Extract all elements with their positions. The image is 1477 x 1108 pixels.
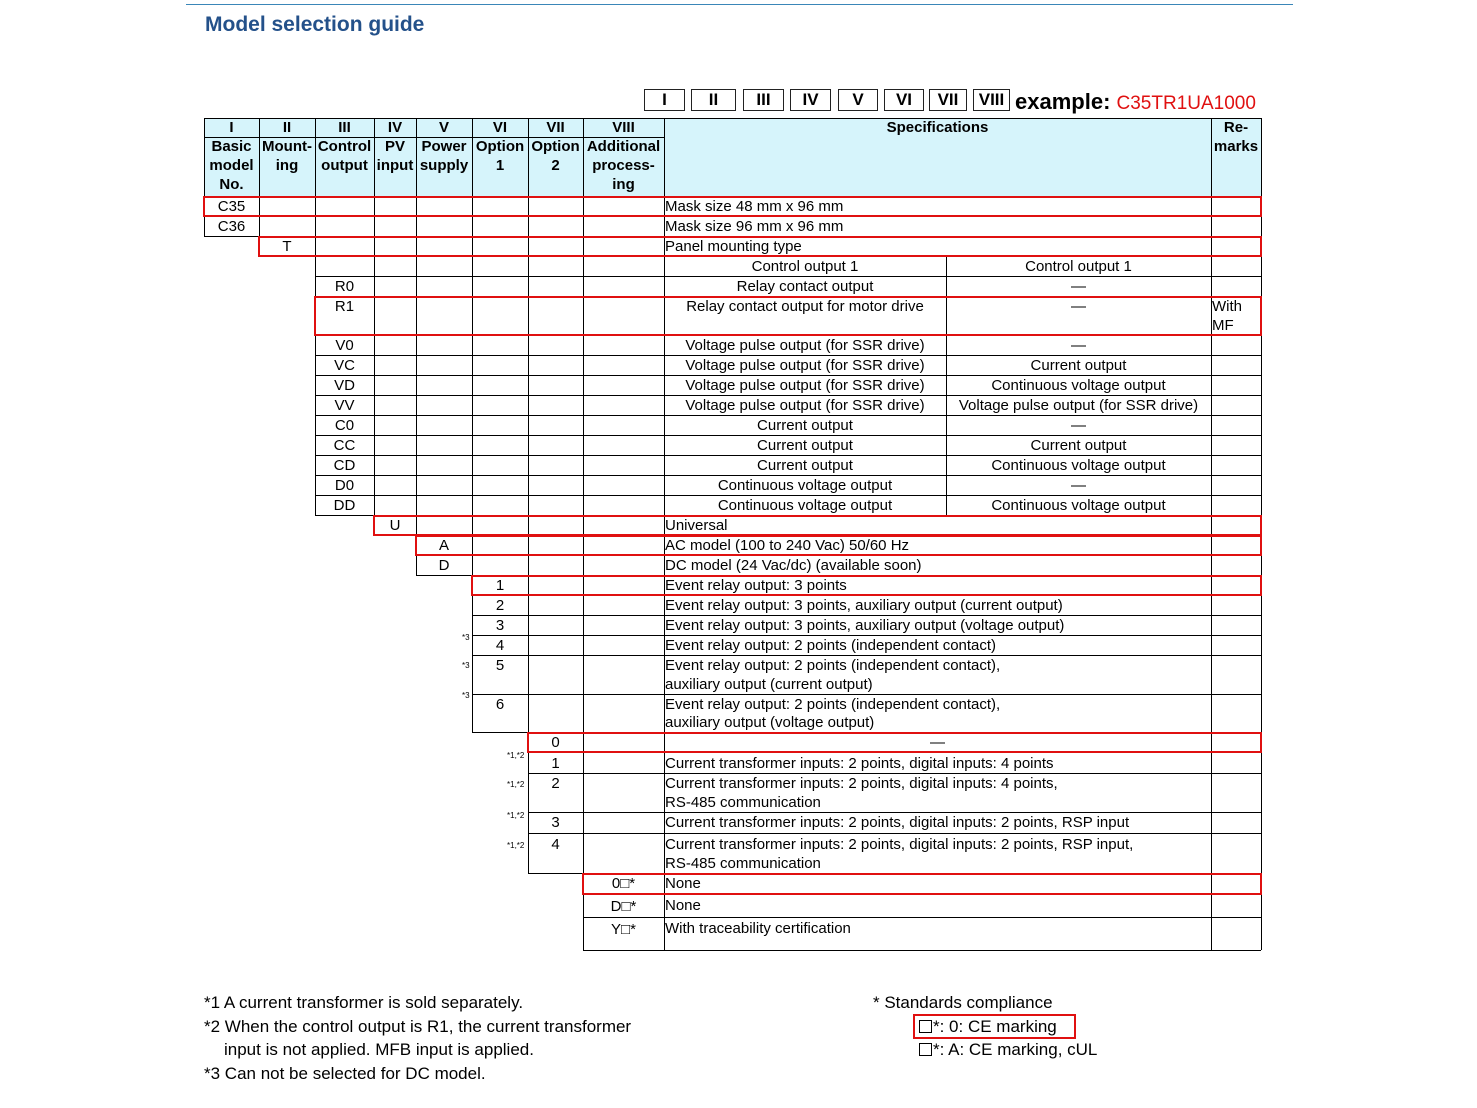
standard-ce-text: *: 0: CE marking: [933, 1016, 1057, 1036]
spec-option2: Current transformer inputs: 2 points, digital inputs: 4 points: [665, 755, 1054, 772]
control-output-2-header: Control output 1: [1025, 258, 1132, 275]
remark-r1: With MF: [1212, 298, 1242, 334]
control-out2: —: [1071, 278, 1086, 295]
header-remarks-line2: marks: [1213, 138, 1259, 155]
code-box-5: V: [838, 89, 878, 111]
spec-additional: With traceability certification: [665, 920, 851, 937]
spec-option1: Event relay output: 2 points (independent contact): [665, 637, 997, 654]
standards-title: * Standards compliance: [873, 993, 1053, 1012]
code-option1: 3: [495, 617, 505, 634]
spec-option2-line2: RS-485 communication: [665, 794, 821, 811]
header-option1-line1: Option: [475, 138, 525, 155]
grid-line: [583, 917, 1261, 918]
control-out1: Continuous voltage output: [717, 477, 893, 494]
control-out1: Voltage pulse output (for SSR drive): [685, 397, 925, 414]
header-col-option2: [528, 118, 583, 196]
control-out1: Continuous voltage output: [717, 497, 893, 514]
code-option2: 3: [551, 814, 560, 831]
code-additional: Y□*: [611, 921, 636, 938]
header-basic-line1: Basic: [211, 138, 252, 155]
control-out1: Relay contact output: [736, 278, 874, 295]
control-out1: Relay contact output for motor drive: [686, 298, 924, 315]
roman-vi: VI: [492, 119, 508, 136]
spec-option1: Event relay output: 3 points: [665, 577, 847, 594]
header-specifications-label: Specifications: [886, 119, 989, 136]
code-pv-u: U: [389, 517, 401, 534]
spec-additional: None: [665, 897, 701, 914]
control-out2: —: [1071, 417, 1086, 434]
example-code: C35TR1UA1000: [1116, 93, 1256, 114]
control-out2: —: [1071, 337, 1086, 354]
header-control-line2: output: [321, 157, 368, 174]
highlight-option2-0: [527, 732, 1262, 753]
code-box-1: I: [644, 89, 685, 111]
spec-pv: Universal: [665, 517, 728, 534]
control-out2: Current output: [1030, 357, 1127, 374]
roman-i: I: [229, 119, 234, 136]
grid-line: [204, 118, 1261, 119]
footnote-2b: input is not applied. MFB input is applied.: [224, 1040, 534, 1059]
spec-option1-line2: auxiliary output (current output): [665, 676, 873, 693]
top-rule: [186, 4, 1293, 5]
code-option2: 0: [551, 734, 560, 751]
code-power-d: D: [438, 557, 450, 574]
spec-option2-line2: RS-485 communication: [665, 855, 821, 872]
code-box-3: III: [743, 89, 784, 111]
footnote-ref: *3: [462, 661, 470, 670]
control-out2: —: [1071, 477, 1086, 494]
grid-line: [583, 950, 1261, 951]
roman-viii: VIII: [612, 119, 635, 136]
header-col-mounting: [259, 118, 315, 196]
spec-c36: Mask size 96 mm x 96 mm: [665, 218, 844, 235]
footnote-ref: *3: [462, 633, 470, 642]
header-col-power: [416, 118, 472, 196]
code-control: V0: [335, 337, 354, 354]
highlight-pv-u: [373, 515, 1262, 536]
code-control: R0: [334, 278, 355, 295]
highlight-control-r1: [314, 296, 1262, 336]
standard-cul: [873, 1038, 1097, 1062]
control-out1: Current output: [757, 417, 853, 434]
grid-line: [416, 118, 417, 575]
spec-option1: Event relay output: 2 points (independent contact),: [665, 696, 1001, 713]
code-power-a: A: [438, 537, 449, 554]
header-power-line2: supply: [419, 157, 469, 174]
header-mounting-line2: ing: [275, 157, 299, 174]
spec-additional: None: [665, 875, 701, 892]
control-out1: Voltage pulse output (for SSR drive): [685, 377, 925, 394]
header-additional-line1: Additional: [586, 138, 661, 155]
header-pv-line2: input: [376, 157, 414, 174]
roman-iv: IV: [387, 119, 403, 136]
header-remarks: [1211, 118, 1261, 196]
header-additional-line3: ing: [612, 176, 635, 193]
spec-option1-line2: auxiliary output (voltage output): [665, 714, 875, 731]
code-control: CC: [333, 437, 356, 454]
code-control: R1: [334, 298, 355, 315]
code-option1: 1: [495, 577, 505, 594]
spec-option2: —: [930, 734, 945, 751]
roman-vii: VII: [546, 119, 565, 136]
header-col-option1: [472, 118, 528, 196]
code-option2: 1: [551, 755, 560, 772]
header-option2-line2: 2: [551, 157, 560, 174]
example-word: example: [1015, 89, 1104, 114]
checkbox-square-icon: [919, 1043, 932, 1056]
roman-iii: III: [338, 119, 351, 136]
control-out2: —: [1071, 298, 1086, 315]
header-col-control: [315, 118, 374, 196]
header-option2-line1: Option: [531, 138, 580, 155]
header-power-line1: Power: [421, 138, 467, 155]
code-box-4: IV: [790, 89, 831, 111]
control-out1: Current output: [757, 437, 853, 454]
code-box-8: VIII: [973, 89, 1010, 111]
highlight-basic-c35: [203, 196, 1262, 217]
spec-power-a: AC model (100 to 240 Vac) 50/60 Hz: [665, 537, 910, 554]
code-additional: D□*: [610, 898, 637, 915]
header-control-line1: Control: [317, 138, 372, 155]
header-option1-line2: 1: [495, 157, 505, 174]
code-control: C0: [334, 417, 355, 434]
header-basic-line3: No.: [219, 176, 244, 193]
code-option1: 5: [495, 657, 505, 674]
header-remarks-line1: Re-: [1223, 119, 1249, 136]
header-col-additional: [583, 118, 664, 196]
footnote-ref: *1,*2: [507, 780, 525, 789]
standard-cul-text: *: A: CE marking, cUL: [933, 1040, 1098, 1059]
header-basic-line2: model: [209, 157, 254, 174]
code-mounting-t: T: [282, 238, 292, 255]
code-c35: C35: [217, 198, 246, 215]
code-option1: 6: [495, 696, 505, 713]
highlight-mounting-t: [258, 236, 1262, 257]
code-c36: C36: [217, 218, 246, 235]
page-title: Model selection guide: [205, 13, 425, 36]
control-out2: Continuous voltage output: [991, 377, 1166, 394]
roman-v: V: [438, 119, 449, 136]
footnote-1: *1 A current transformer is sold separately.: [204, 993, 524, 1012]
header-additional-line2: process-: [592, 157, 655, 174]
spec-power-d: DC model (24 Vac/dc) (available soon): [665, 557, 922, 574]
spec-option2: Current transformer inputs: 2 points, digital inputs: 2 points, RSP input: [665, 814, 1130, 831]
highlight-power-a: [415, 535, 1262, 556]
code-box-6: VI: [884, 89, 924, 111]
control-out2: Current output: [1030, 437, 1127, 454]
code-control: DD: [333, 497, 356, 514]
code-option2: 2: [551, 775, 560, 792]
header-mounting-line1: Mount-: [262, 138, 312, 155]
footnote-ref: *1,*2: [507, 811, 525, 820]
header-col-pv: [374, 118, 416, 196]
footnote-2a: *2 When the control output is R1, the current transformer: [204, 1016, 632, 1036]
code-control: VD: [334, 377, 355, 394]
control-output-1-header: Control output 1: [751, 258, 859, 275]
highlight-option1-1: [471, 575, 1262, 596]
code-control: VC: [334, 357, 355, 374]
spec-option1: Event relay output: 3 points, auxiliary output (voltage output): [665, 617, 1065, 634]
code-additional: 0□*: [611, 875, 636, 892]
roman-ii: II: [282, 119, 292, 136]
control-out2: Continuous voltage output: [991, 497, 1166, 514]
control-out1: Voltage pulse output (for SSR drive): [685, 357, 925, 374]
control-out2: Continuous voltage output: [991, 457, 1166, 474]
highlight-standard-ce: [913, 1014, 1076, 1039]
control-out1: Current output: [757, 457, 853, 474]
footnote-3: *3 Can not be selected for DC model.: [204, 1063, 486, 1083]
header-specifications: [664, 118, 1211, 196]
grid-line: [204, 137, 664, 138]
code-box-2: II: [691, 89, 736, 111]
grid-line: [528, 833, 1261, 834]
code-control: VV: [334, 397, 355, 414]
control-out1: Voltage pulse output (for SSR drive): [685, 337, 925, 354]
header-col-basic: [204, 118, 259, 196]
control-out2: Voltage pulse output (for SSR drive): [958, 397, 1199, 414]
spec-option2: Current transformer inputs: 2 points, digital inputs: 4 points,: [665, 775, 1058, 792]
spec-mounting: Panel mounting type: [665, 238, 802, 255]
code-control: D0: [334, 477, 355, 494]
example-label: example: C35TR1UA1000: [1015, 89, 1256, 114]
spec-option1: Event relay output: 3 points, auxiliary output (current output): [665, 597, 1063, 614]
header-pv-line1: PV: [384, 138, 405, 155]
code-box-7: VII: [929, 89, 967, 111]
spec-c35: Mask size 48 mm x 96 mm: [665, 198, 844, 215]
footnotes-left: [204, 991, 631, 1085]
spec-option2: Current transformer inputs: 2 points, digital inputs: 2 points, RSP input,: [665, 836, 1134, 853]
footnote-ref: *3: [462, 691, 470, 700]
footnote-ref: *1,*2: [507, 841, 525, 850]
code-option1: 2: [495, 597, 505, 614]
highlight-additional-0: [582, 873, 1262, 895]
footnote-ref: *1,*2: [507, 751, 525, 760]
code-control: CD: [333, 457, 356, 474]
code-option2: 4: [551, 836, 560, 853]
code-option1: 4: [495, 637, 505, 654]
spec-option1: Event relay output: 2 points (independent contact),: [665, 657, 1001, 674]
